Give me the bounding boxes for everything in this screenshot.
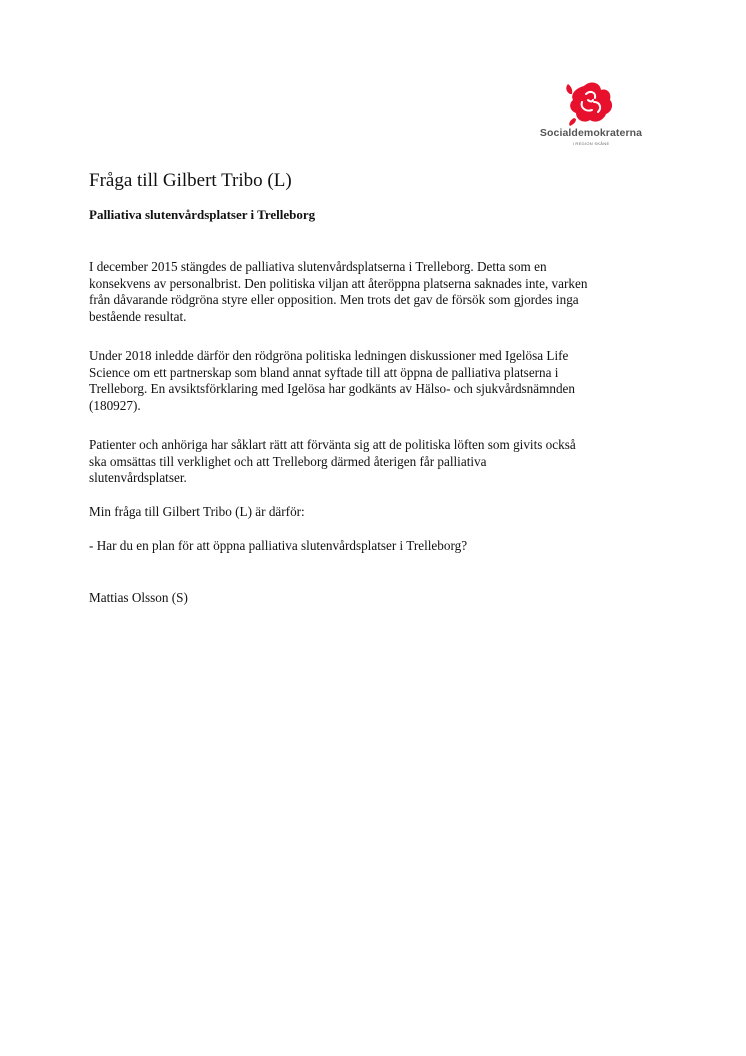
text-line: ska omsättas till verklighet och att Trelleborg därmed återigen får palliativa [89, 453, 487, 469]
logo-region: I REGION SKÅNE [572, 141, 610, 146]
text-line: Science om ett partnerskap som bland annat syftade till att öppna de palliativa platserna i [89, 364, 559, 380]
rose-icon [564, 80, 618, 126]
text-line: konsekvens av personalbrist. Den politiska viljan att återöppna platserna saknades inte, varken [89, 275, 588, 291]
signature [89, 590, 669, 607]
text-line: Patienter och anhöriga har såklart rätt att förvänta sig att de politiska löften som givits också [89, 437, 576, 452]
text-line: Min fråga till Gilbert Tribo (L) är därför: [89, 504, 305, 519]
text-line: bestående resultat. [89, 308, 187, 324]
paragraph-expectations [89, 437, 669, 487]
paragraph-question-intro [89, 504, 669, 521]
text-line: (180927). [89, 397, 141, 413]
text-line: Trelleborg. En avsiktsförklaring med Igelösa har godkänts av Hälso- och sjukvårdsnämnden [89, 381, 576, 396]
text-line: från dåvarande rödgröna styre eller opposition. Men trots det gav de försök som gjordes inga [89, 292, 579, 307]
page-title: Fråga till Gilbert Tribo (L) [89, 170, 292, 191]
party-logo [536, 80, 646, 150]
text-line: - Har du en plan för att öppna palliativa slutenvårdsplatser i Trelleborg? [89, 538, 468, 553]
text-line: Mattias Olsson (S) [89, 590, 188, 605]
logo-wordmark: Socialdemokraterna [539, 127, 643, 139]
page-subtitle: Palliativa slutenvårdsplatser i Trelleborg [89, 207, 316, 222]
paragraph-intro [89, 259, 669, 325]
paragraph-background [89, 348, 669, 414]
text-line: Under 2018 inledde därför den rödgröna politiska ledningen diskussioner med Igelösa Life [89, 348, 569, 363]
paragraph-question [89, 538, 669, 555]
text-line: I december 2015 stängdes de palliativa slutenvårdsplatserna i Trelleborg. Detta som en [89, 259, 547, 274]
text-line: slutenvårdsplatser. [89, 470, 187, 485]
